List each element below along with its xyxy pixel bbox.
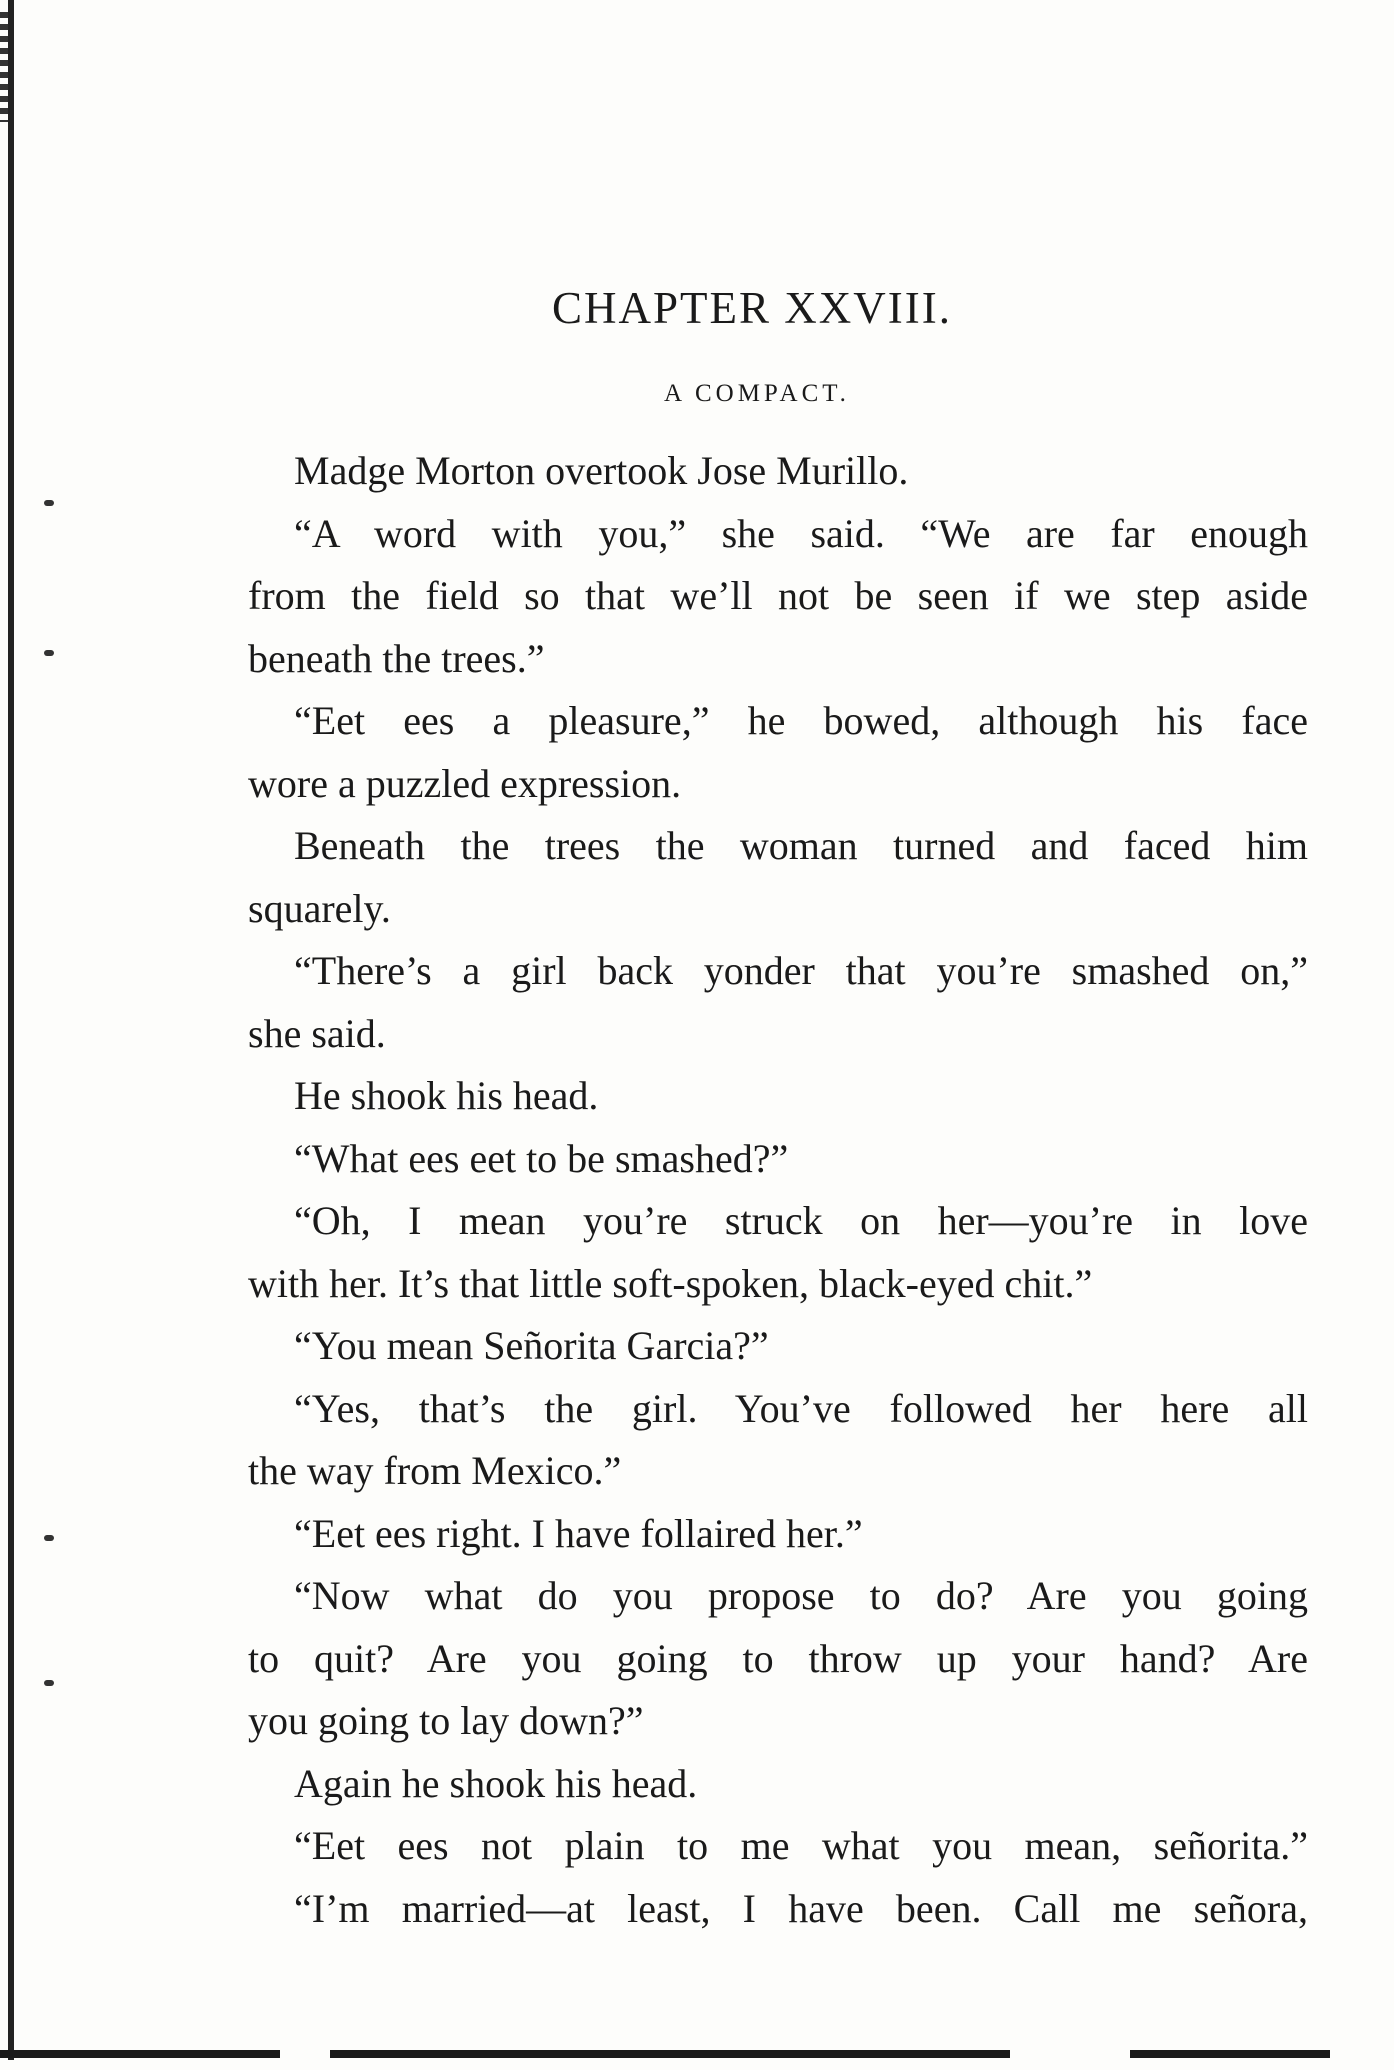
margin-speck <box>44 1680 54 1686</box>
bottom-edge-left <box>0 2050 280 2058</box>
margin-speck <box>44 1535 54 1541</box>
margin-speck <box>44 500 54 506</box>
text-line: to quit? Are you going to throw up your hand? Are <box>248 1635 1308 1681</box>
chapter-subtitle: A COMPACT. <box>664 380 850 407</box>
bottom-edge-right <box>1130 2050 1330 2058</box>
text-line: Again he shook his head. <box>294 1760 698 1806</box>
text-line: “I’m married—at least, I have been. Call me señora, <box>294 1885 1308 1931</box>
text-line: “Eet ees not plain to me what you mean, señorita.” <box>294 1823 1308 1868</box>
text-line: “A word with you,” she said. “We are far enough <box>294 510 1308 556</box>
text-line: “You mean Señorita Garcia?” <box>294 1323 769 1368</box>
text-line: “Eet ees right. I have follaired her.” <box>294 1510 863 1556</box>
text-line: “What ees eet to be smashed?” <box>294 1135 789 1181</box>
text-line: “Oh, I mean you’re struck on her—you’re in love <box>294 1198 1308 1243</box>
text-line: you going to lay down?” <box>248 1698 644 1743</box>
bottom-edge-center <box>330 2050 1010 2058</box>
text-line: with her. It’s that little soft-spoken, black-eyed chit.” <box>248 1260 1093 1306</box>
text-line: Madge Morton overtook Jose Murillo. <box>294 448 909 493</box>
text-line: Beneath the trees the woman turned and faced him <box>294 823 1308 868</box>
text-line: from the field so that we’ll not be seen if we step aside <box>248 573 1308 618</box>
text-line: He shook his head. <box>294 1073 599 1118</box>
text-line: the way from Mexico.” <box>248 1448 622 1493</box>
text-line: squarely. <box>248 885 391 931</box>
text-line: “Eet ees a pleasure,” he bowed, although his face <box>294 698 1308 743</box>
text-line: wore a puzzled expression. <box>248 760 682 806</box>
text-line: “Now what do you propose to do? Are you going <box>294 1573 1308 1618</box>
text-line: she said. <box>248 1010 386 1056</box>
margin-speck <box>44 650 54 656</box>
text-line: “Yes, that’s the girl. You’ve followed her here all <box>294 1385 1308 1431</box>
chapter-body <box>248 440 1308 1940</box>
chapter-title: CHAPTER XXVIII. <box>552 283 952 333</box>
text-line: “There’s a girl back yonder that you’re smashed on,” <box>294 948 1308 993</box>
binding-marks <box>0 12 8 122</box>
text-line: beneath the trees.” <box>248 635 545 681</box>
